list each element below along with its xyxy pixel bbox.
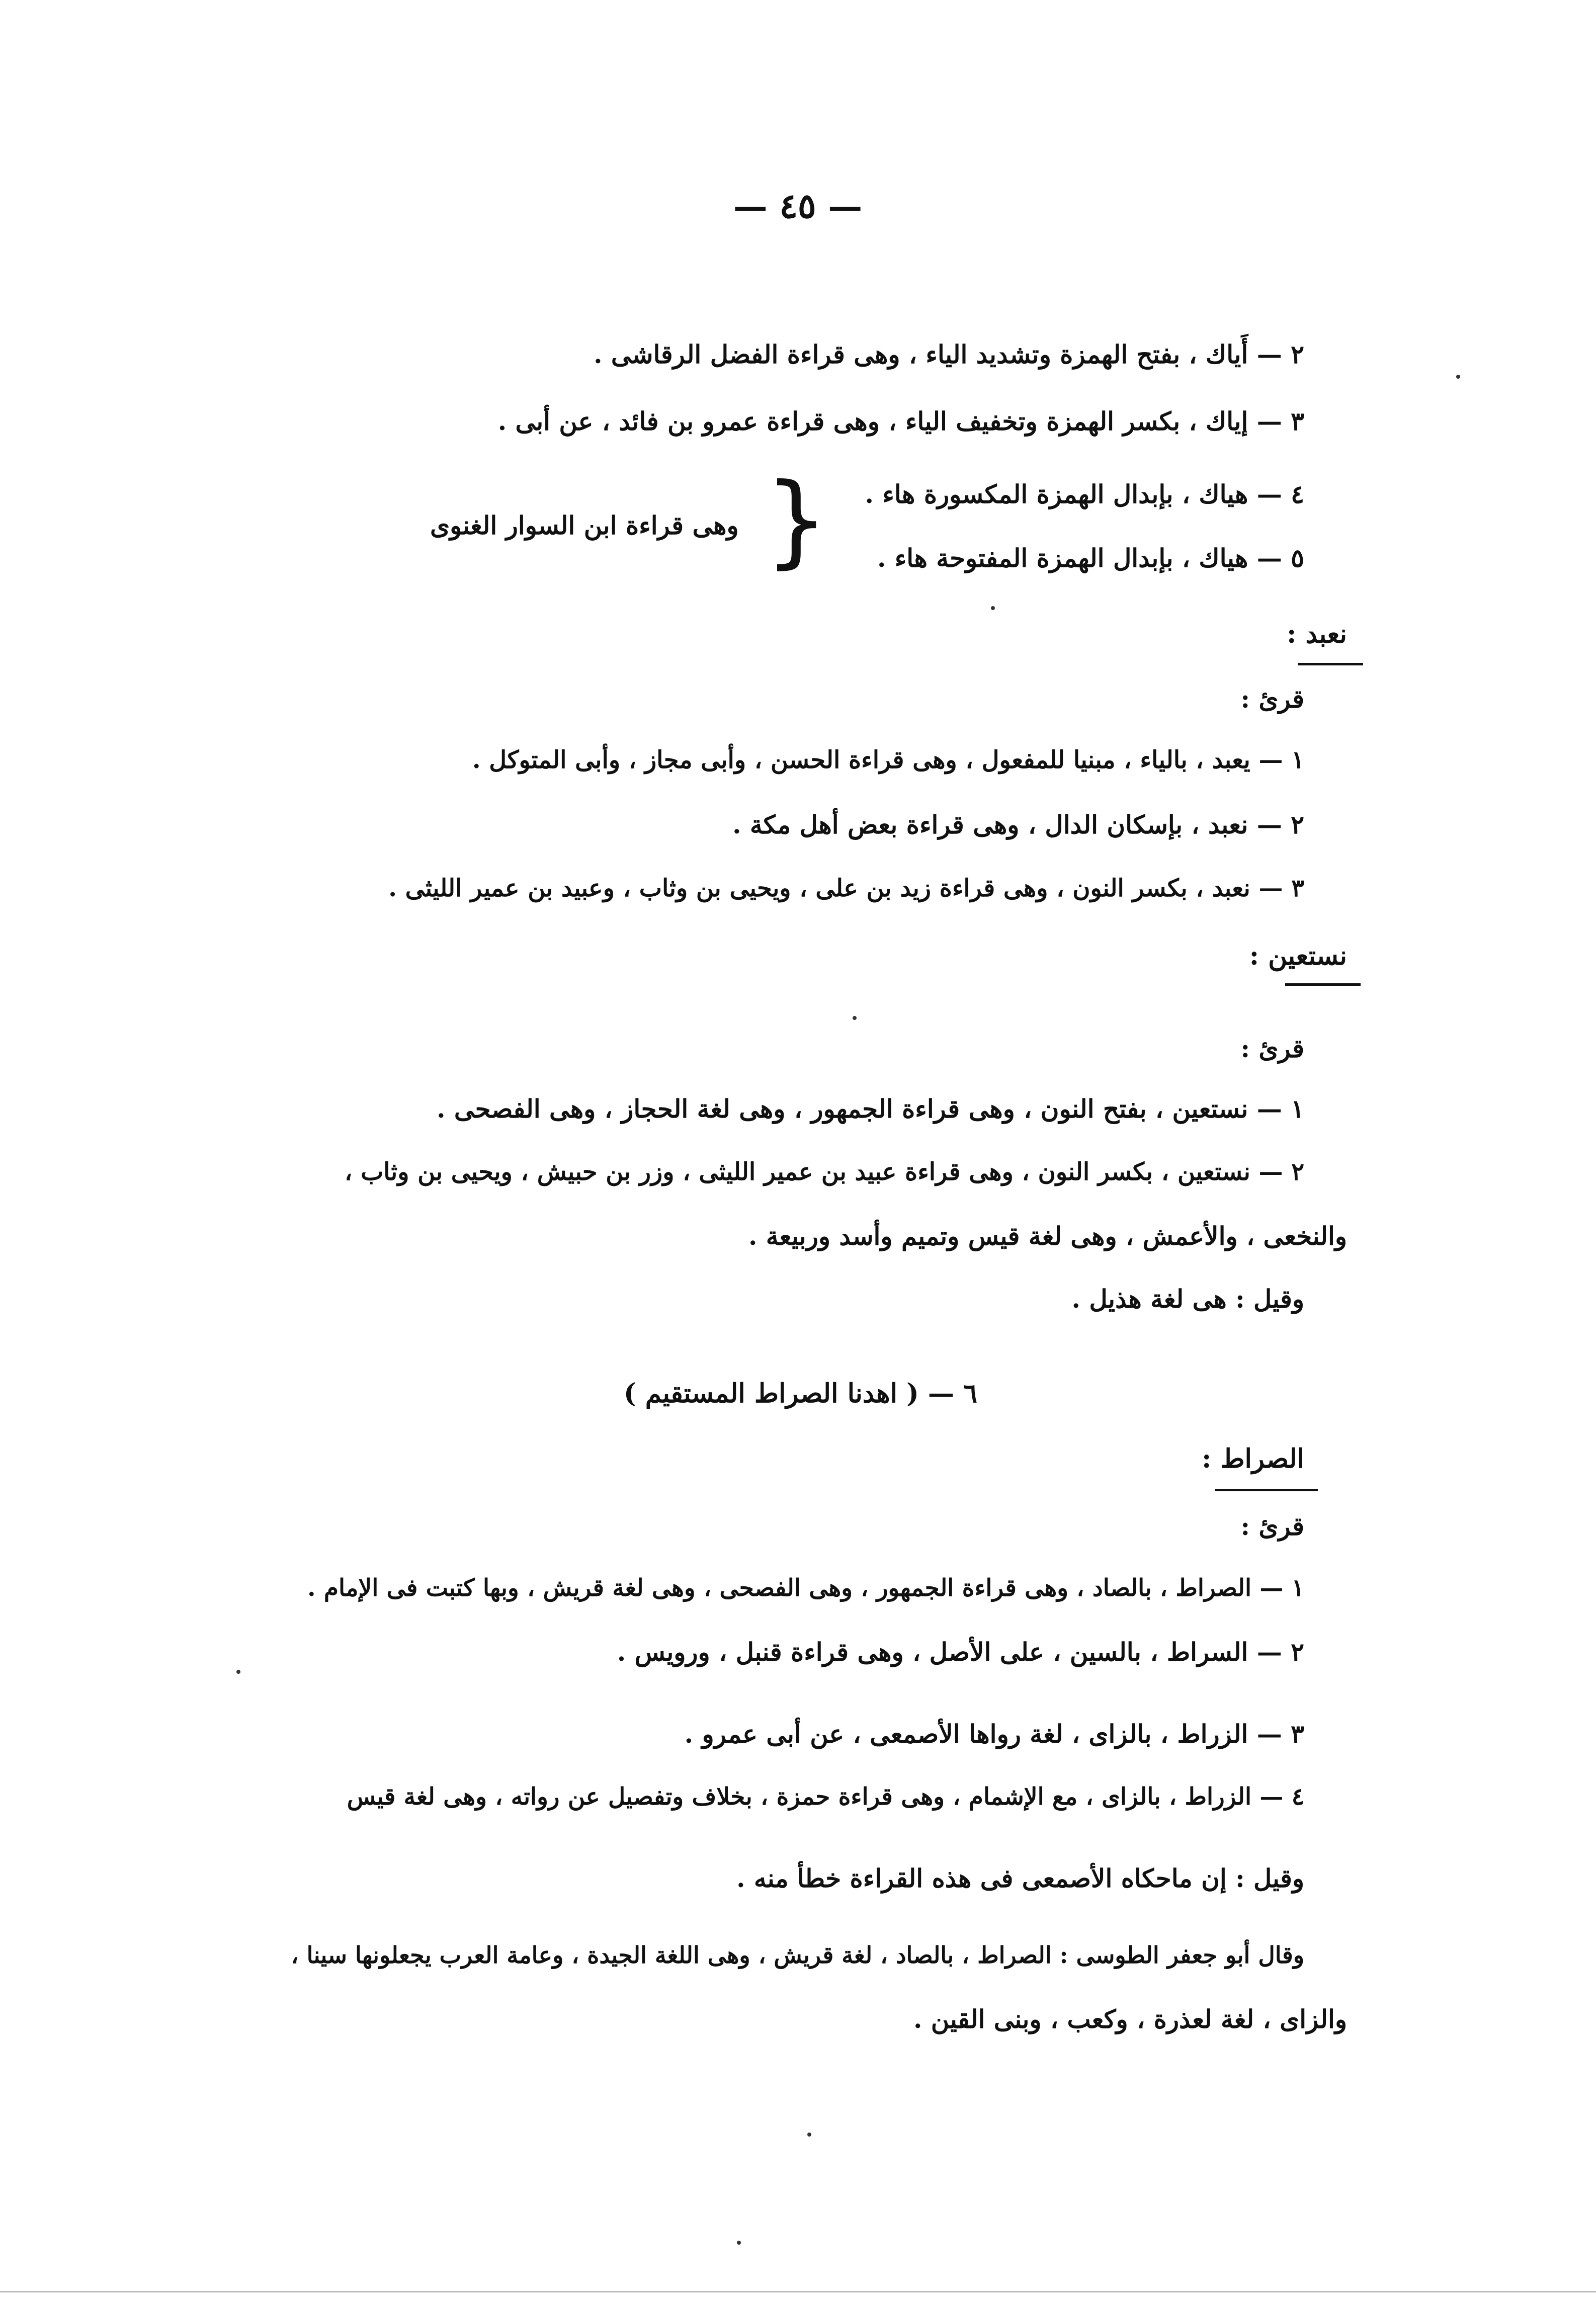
qurie-label: قرئ : [1240, 684, 1304, 714]
list-item: ٣ — إياك ، بكسر الهمزة وتخفيف الياء ، وهى قراءة عمرو بن فائد ، عن أبى . [497, 406, 1304, 436]
note: وقيل : هى لغة هذيل . [1071, 1284, 1304, 1314]
list-item: ٣ — الزراط ، بالزاى ، لغة رواها الأصمعى ، عن أبى عمرو . [684, 1719, 1304, 1749]
list-item: ٢ — أَياك ، بفتح الهمزة وتشديد الياء ، وهى قراءة الفضل الرقاشى . [594, 339, 1304, 369]
verse-title: ٦ — ( اهدنا الصراط المستقيم ) [624, 1378, 977, 1409]
list-item: ٢ — السراط ، بالسين ، على الأصل ، وهى قراءة قنبل ، ورويس . [617, 1637, 1304, 1667]
list-item: ١ — يعبد ، بالياء ، مبنيا للمفعول ، وهى قراءة الحسن ، وأبى مجاز ، وأبى المتوكل . [472, 746, 1304, 774]
list-item: ٢ — نعبد ، بإسكان الدال ، وهى قراءة بعض أهل مكة . [732, 810, 1304, 839]
list-item: ٤ — الزراط ، بالزاى ، مع الإشمام ، وهى قراءة حمزة ، بخلاف وتفصيل عن رواته ، وهى لغة قيس [347, 1783, 1304, 1811]
scan-speck [1456, 375, 1460, 379]
scan-speck [991, 606, 995, 610]
note: وقيل : إن ماحكاه الأصمعى فى هذه القراءة خطأ منه . [736, 1863, 1304, 1893]
list-item: ٥ — هياك ، بإبدال الهمزة المفتوحة هاء . [877, 543, 1304, 573]
heading-sirat: الصراط : [1202, 1443, 1304, 1474]
heading-underline [1298, 663, 1363, 665]
tusi-line-2: والزاى ، لغة لعذرة ، وكعب ، وبنى القين . [913, 2004, 1347, 2034]
bottom-rule [0, 2291, 1596, 2292]
qurie-label: قرئ : [1240, 1511, 1304, 1541]
list-item: ٣ — نعبد ، بكسر النون ، وهى قراءة زيد بن على ، ويحيى بن وثاب ، وعبيد بن عمير الليثى . [388, 874, 1304, 902]
heading-nastaeen: نستعين : [1249, 941, 1347, 971]
list-item: ٤ — هياك ، بإبدال الهمزة المكسورة هاء . [865, 479, 1304, 509]
qurie-label: قرئ : [1240, 1034, 1304, 1063]
grouped-note: وهى قراءة ابن السوار الغنوى [430, 511, 739, 540]
scan-speck [737, 2241, 741, 2245]
scan-speck [853, 1016, 857, 1020]
list-item: ١ — الصراط ، بالصاد ، وهى قراءة الجمهور ، وهى الفصحى ، وهى لغة قريش ، وبها كتبت فى الإمام . [307, 1574, 1304, 1602]
scan-speck [236, 1670, 240, 1674]
continuation: والنخعى ، والأعمش ، وهى لغة قيس وتميم وأسد وربيعة . [748, 1221, 1347, 1251]
heading-nabudu: نعبد : [1287, 619, 1347, 649]
brace-icon: { [765, 462, 829, 579]
scan-speck [807, 2133, 811, 2137]
list-item: ١ — نستعين ، بفتح النون ، وهى قراءة الجمهور ، وهى لغة الحجاز ، وهى الفصحى . [437, 1094, 1304, 1124]
heading-underline [1215, 1489, 1318, 1491]
heading-underline [1285, 983, 1361, 986]
page-number: — ٤٥ — [733, 186, 863, 226]
tusi-line-1: وقال أبو جعفر الطوسى : الصراط ، بالصاد ، لغة قريش ، وهى اللغة الجيدة ، وعامة العرب يجعلونها سينا ، [291, 1941, 1304, 1969]
list-item: ٢ — نستعين ، بكسر النون ، وهى قراءة عبيد بن عمير الليثى ، وزر بن حبيش ، ويحيى بن وثاب ، [344, 1158, 1304, 1186]
